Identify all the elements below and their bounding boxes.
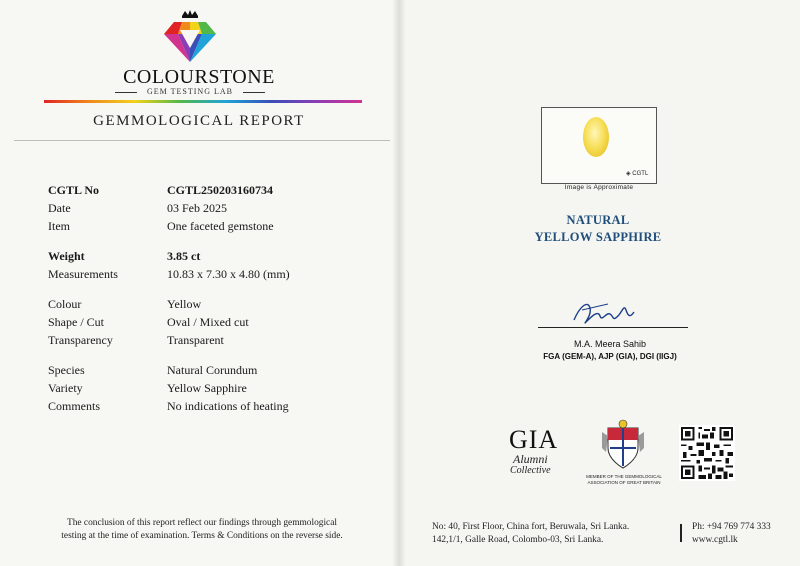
detail-label: Measurements: [48, 267, 118, 281]
detail-value: No indications of heating: [167, 399, 289, 413]
detail-row: [48, 315, 378, 333]
gem-a-crest-icon: [600, 418, 646, 472]
detail-label: Variety: [48, 381, 83, 395]
colourstone-diamond-logo-icon: [160, 10, 220, 68]
report-title: GEMMOLOGICAL REPORT: [93, 113, 305, 129]
detail-label: Weight: [48, 249, 85, 263]
detail-row: [48, 219, 378, 237]
address-line-1: No: 40, First Floor, China fort, Beruwala, Sri Lanka.: [432, 522, 630, 532]
gem-name-line-2: YELLOW SAPPHIRE: [534, 230, 662, 244]
gem-identification: [498, 212, 698, 246]
signer-qualifications: FGA (GEM-A), AJP (GIA), DGI (IIGJ): [543, 352, 677, 361]
detail-row: [48, 363, 378, 381]
detail-spacer: [48, 351, 378, 363]
conclusion-line-2: testing at the time of examination. Terms & Conditions on the reverse side.: [61, 531, 343, 541]
detail-value: One faceted gemstone: [167, 219, 274, 233]
detail-value: 10.83 x 7.30 x 4.80 (mm): [167, 267, 290, 281]
website-link[interactable]: www.cgtl.lk: [692, 535, 738, 545]
detail-label: Colour: [48, 297, 82, 311]
brand-subtitle: GEM TESTING LAB: [115, 87, 265, 96]
detail-label: Date: [48, 201, 71, 215]
detail-value: Transparent: [167, 333, 224, 347]
detail-row: [48, 381, 378, 399]
detail-value: Natural Corundum: [167, 363, 258, 377]
image-watermark-text: CGTL: [632, 171, 649, 177]
report-details: [48, 183, 378, 417]
detail-value: Yellow: [167, 297, 202, 311]
phone-number: Ph: +94 769 774 333: [692, 522, 771, 532]
detail-value: Yellow Sapphire: [167, 381, 247, 395]
signature-line: [538, 327, 688, 328]
detail-spacer: [48, 285, 378, 297]
detail-label: Comments: [48, 399, 101, 413]
detail-row: [48, 297, 378, 315]
detail-row: [48, 201, 378, 219]
detail-row: [48, 399, 378, 417]
detail-row: [48, 333, 378, 351]
image-caption: Image is Approximate: [564, 184, 634, 191]
image-watermark: ◈ CGTL: [626, 171, 649, 177]
lab-contact: [692, 521, 800, 547]
detail-value: CGTL250203160734: [167, 183, 274, 197]
detail-value: 03 Feb 2025: [167, 201, 227, 215]
detail-value: Oval / Mixed cut: [167, 315, 249, 329]
lab-addresses: [432, 521, 672, 547]
detail-label: Transparency: [48, 333, 113, 347]
detail-value: 3.85 ct: [167, 249, 201, 263]
detail-label: Species: [48, 363, 85, 377]
gia-logo-text: GIA: [509, 425, 559, 454]
gia-collective-text: Collective: [510, 465, 551, 476]
gia-alumni-text: Alumni: [513, 452, 548, 466]
detail-row: [48, 267, 378, 285]
footer-divider: [680, 524, 682, 542]
gem-name-line-1: NATURAL: [566, 213, 630, 227]
gem-a-line-1: MEMBER OF THE GEMMOLOGICAL: [586, 474, 662, 479]
signer-name: M.A. Meera Sahib: [573, 339, 647, 349]
conclusion-line-1: The conclusion of this report reflect our findings through gemmological: [67, 518, 337, 528]
rainbow-divider: [44, 100, 362, 103]
title-rule: [14, 140, 390, 141]
detail-label: Item: [48, 219, 70, 233]
detail-row: [48, 249, 378, 267]
detail-spacer: [48, 237, 378, 249]
address-line-2: 142,1/1, Galle Road, Colombo-03, Sri Lanka.: [432, 535, 604, 545]
brand-name: COLOURSTONE: [123, 66, 275, 88]
qr-code-icon[interactable]: [679, 425, 735, 481]
conclusion-note: [22, 517, 382, 543]
gem-a-line-2: ASSOCIATION OF GREAT BRITAIN: [587, 479, 661, 485]
detail-row: [48, 183, 378, 201]
yellow-sapphire-image: [583, 117, 609, 157]
gem-a-membership-text: [582, 474, 666, 485]
detail-label: Shape / Cut: [48, 315, 104, 329]
detail-label: CGTL No: [48, 183, 100, 197]
